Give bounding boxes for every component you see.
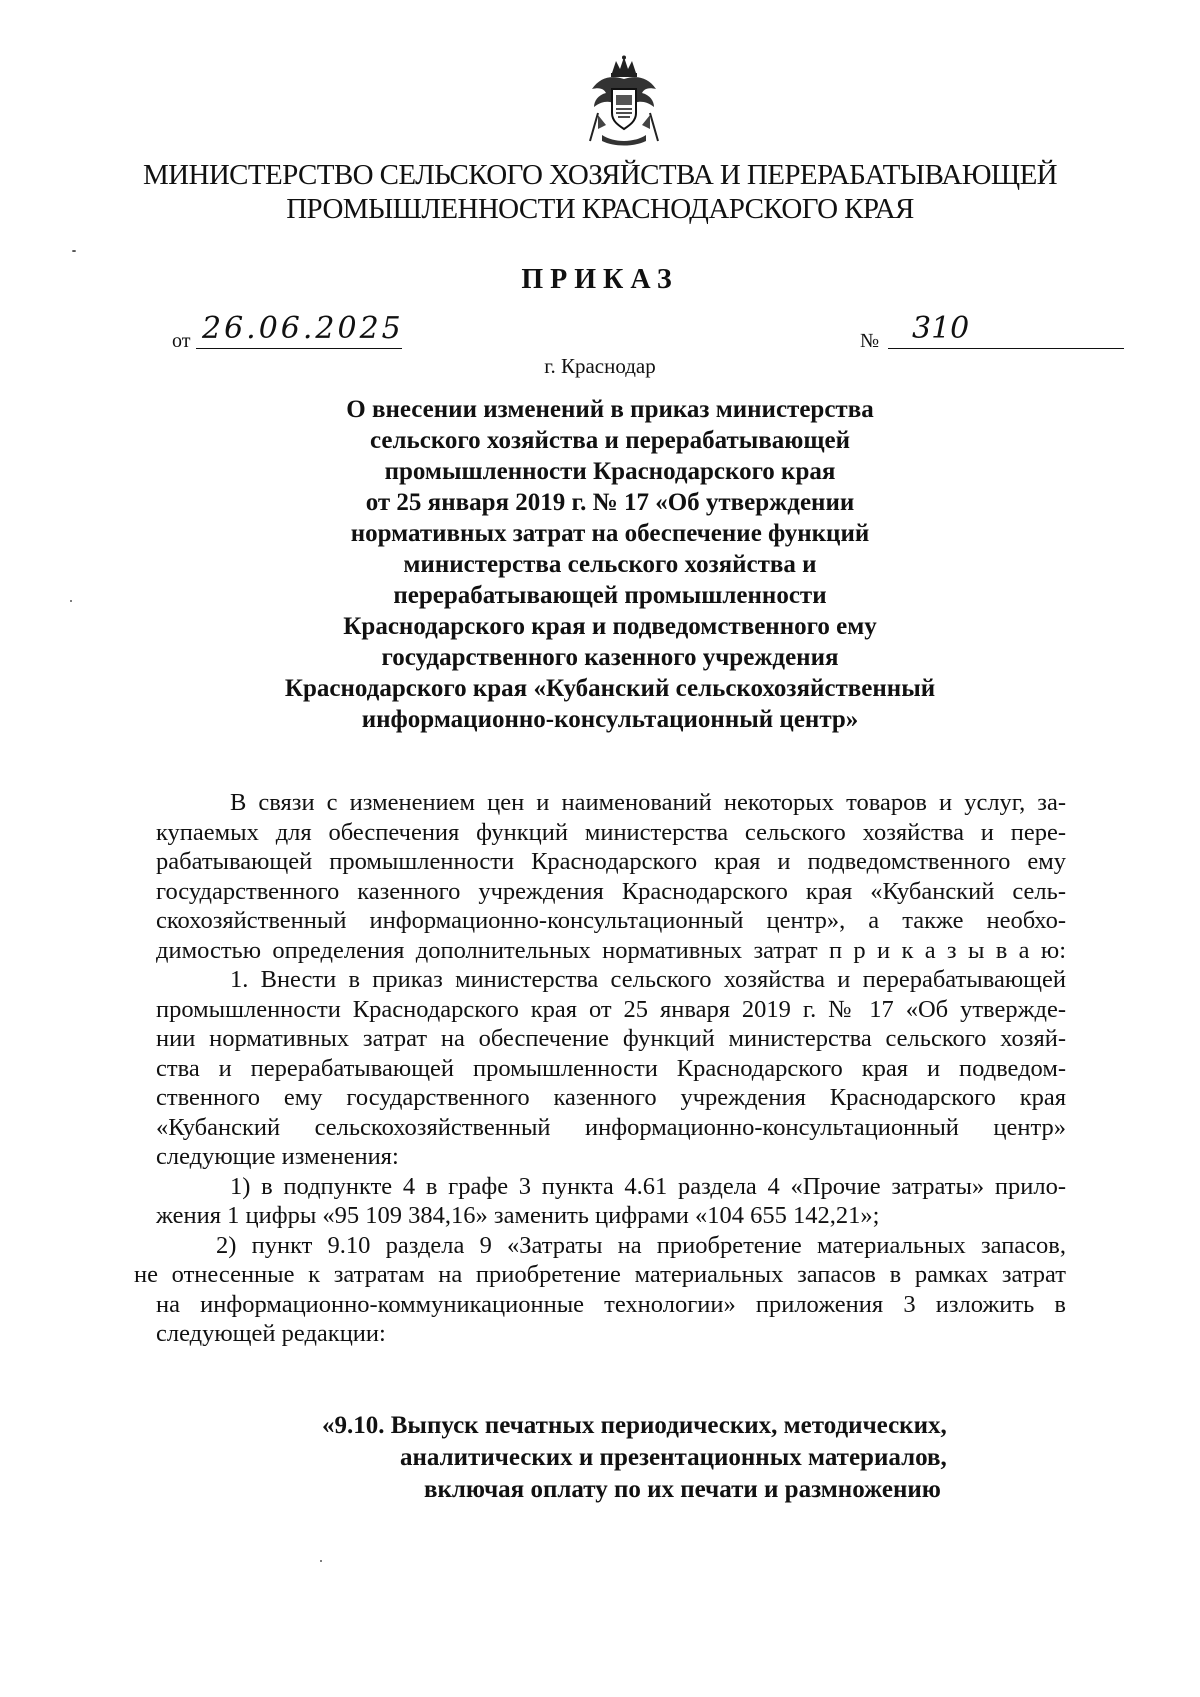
title-line: сельского хозяйства и перерабатывающей xyxy=(370,427,850,454)
body-line: 1. Внести в приказ министерства сельского хозяйства и перерабатывающей xyxy=(230,966,1066,993)
title-line: министерства сельского хозяйства и xyxy=(403,551,817,578)
ministry-name xyxy=(120,158,1080,226)
subsection-heading xyxy=(300,1410,1060,1506)
scan-speck xyxy=(320,1560,322,1562)
body-line: ства и перерабатывающей промышленности Краснодарского края и подведом- xyxy=(156,1054,1066,1082)
order-body xyxy=(134,788,1066,1349)
handwritten-number: 310 xyxy=(888,310,1124,349)
scan-speck xyxy=(72,250,76,252)
scan-speck xyxy=(70,600,72,602)
body-line: государственного казенного учреждения Краснодарского края «Кубанский сель- xyxy=(156,877,1066,905)
body-line: нии нормативных затрат на обеспечение функций министерства сельского хозяй- xyxy=(156,1025,1066,1052)
body-line: рабатывающей промышленности Краснодарского края и подведомственного ему xyxy=(156,848,1066,875)
date-prefix: от xyxy=(172,330,191,352)
title-line: Краснодарского края «Кубанский сельскохозяйственный xyxy=(284,675,936,702)
body-line: скохозяйственный информационно-консультационный центр», а также необхо- xyxy=(156,907,1066,934)
body-line: В связи с изменением цен и наименований некоторых товаров и услуг, за- xyxy=(230,789,1066,816)
body-line: 2) пункт 9.10 раздела 9 «Затраты на приобретение материальных запасов, xyxy=(216,1231,1066,1259)
number-prefix: № xyxy=(860,330,880,352)
title-line: промышленности Краснодарского края xyxy=(384,458,836,485)
body-line: купаемых для обеспечения функций министерства сельского хозяйства и пере- xyxy=(156,818,1066,846)
body-line: следующие изменения: xyxy=(156,1143,399,1170)
ministry-line: ПРОМЫШЛЕННОСТИ КРАСНОДАРСКОГО КРАЯ xyxy=(286,193,914,225)
document-type: ПРИКАЗ xyxy=(521,264,679,295)
body-line: димостью определения дополнительных нормативных затрат п р и к а з ы в а ю: xyxy=(156,936,1066,964)
title-line: Краснодарского края и подведомственного ему xyxy=(343,613,877,640)
coat-of-arms-icon xyxy=(586,55,662,147)
order-title xyxy=(150,394,1070,735)
body-line: «Кубанский сельскохозяйственный информационно-консультационный центр» xyxy=(156,1113,1066,1141)
body-line: жения 1 цифры «95 109 384,16» заменить цифрами «104 655 142,21»; xyxy=(156,1202,880,1229)
subsection-line: «9.10. Выпуск печатных периодических, методических, xyxy=(322,1412,947,1439)
title-line: перерабатывающей промышленности xyxy=(393,582,827,609)
title-line: нормативных затрат на обеспечение функций xyxy=(350,520,870,547)
city: г. Краснодар xyxy=(544,354,656,378)
body-line: следующей редакции: xyxy=(156,1320,386,1347)
title-line: информационно-консультационный центр» xyxy=(361,706,859,733)
body-line: на информационно-коммуникационные технологии» приложения 3 изложить в xyxy=(156,1290,1066,1318)
body-line: ственного ему государственного казенного учреждения Краснодарского края xyxy=(156,1084,1066,1111)
handwritten-date: 26.06.2025 xyxy=(196,310,402,349)
title-line: государственного казенного учреждения xyxy=(381,644,839,671)
title-line: О внесении изменений в приказ министерства xyxy=(346,396,874,423)
body-line: промышленности Краснодарского края от 25 января 2019 г. № 17 «Об утвержде- xyxy=(156,995,1066,1023)
subsection-line: включая оплату по их печати и размножению xyxy=(424,1476,941,1503)
title-line: от 25 января 2019 г. № 17 «Об утверждении xyxy=(365,489,855,516)
body-line: не отнесенные к затратам на приобретение материальных запасов в рамках затрат xyxy=(134,1261,1066,1288)
subsection-line: аналитических и презентационных материалов, xyxy=(400,1444,947,1471)
body-line: 1) в подпункте 4 в графе 3 пункта 4.61 раздела 4 «Прочие затраты» прило- xyxy=(230,1172,1066,1200)
ministry-line: МИНИСТЕРСТВО СЕЛЬСКОГО ХОЗЯЙСТВА И ПЕРЕРАБАТЫВАЮЩЕЙ xyxy=(142,159,1058,191)
